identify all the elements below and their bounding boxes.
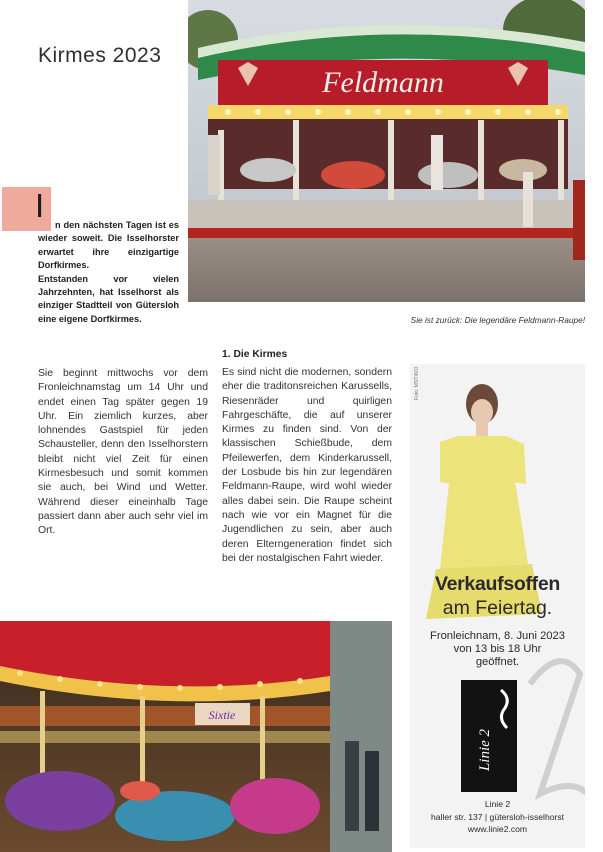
ad-open-line: geöffnet.: [475, 656, 520, 668]
ad-headline-1: Verkaufsoffen: [434, 573, 561, 595]
intro-text: [38, 219, 179, 326]
dropcap-letter: I: [35, 187, 45, 224]
photo-caption: Sie ist zurück: Die legendäre Feldmann-Raupe!: [410, 315, 585, 325]
ad-address: haller str. 137 | gütersloh-isselhorst: [430, 811, 565, 822]
ad-headline-2: am Feiertag.: [442, 597, 553, 619]
ad-photo-credit: Foto: MSTIKIO: [414, 366, 420, 400]
section-heading: 1. Die Kirmes: [222, 349, 288, 360]
intro-paragraph-1: n den nächsten Tagen ist es wieder soweit. Die Isselhorster erwartet ihre einzigartige Dorfkirmes.: [38, 220, 179, 271]
feldmann-raupe-photo: [188, 0, 585, 302]
logo-text: Linie 2: [477, 728, 493, 772]
ad-store-name: Linie 2: [484, 799, 511, 809]
ad-date-block: [410, 630, 585, 669]
body-column-2: Es sind nicht die modernen, sondern eher die traditonsreichen Karussells, Riesenräder und quirligen Fahrgeschäfte, die auf unserer Kirmes zu finden sind. Von der klassischen Schießbude, dem Pfeilewerfen, dem Kinderkarussell, der Losbude bis hin zur legendären Feldmann-Raupe, wird wohl wieder alles dabei sein. Die Raupe scheint nach wie vor ein Magnet für die Jugendlichen zu sein, aber auch deren Elterngeneration findet sich bei der nostalgischen Fahrt wieder.: [222, 367, 392, 564]
ad-website-link[interactable]: www.linie2.com: [467, 824, 528, 835]
linie2-logo[interactable]: [461, 680, 517, 792]
carousel-photo: [0, 621, 392, 852]
intro-paragraph-2: Entstanden vor vielen Jahrzehnten, hat Isselhorst als einziger Stadtteil von Gütersloh eine eigene Dorfkirmes.: [38, 273, 179, 324]
carousel-sign-text: Sixtie: [208, 708, 236, 722]
article-title: Kirmes 2023: [38, 44, 162, 67]
ad-time-line: von 13 bis 18 Uhr: [453, 643, 542, 655]
ad-date-line: Fronleichnam, 8. Juni 2023: [430, 630, 565, 642]
ad-address-block: [410, 798, 585, 836]
body-column-1: Sie beginnt mittwochs vor dem Fronleichnamstag um 14 Uhr und endet einen Tag später gegen 19 Uhr. Ein ziemlich kurzes, aber lohnendes Gastspiel für jeden Schausteller, denn den Isselhorstern bleibt nicht viel Zeit für einen Kirmesbesuch und somit kommen sie auch, bei Wind und Wetter. Während dieser eineinhalb Tage passiert dann aber auch sehr viel im Ort.: [38, 368, 208, 537]
feldmann-sign-text: Feldmann: [322, 66, 444, 99]
